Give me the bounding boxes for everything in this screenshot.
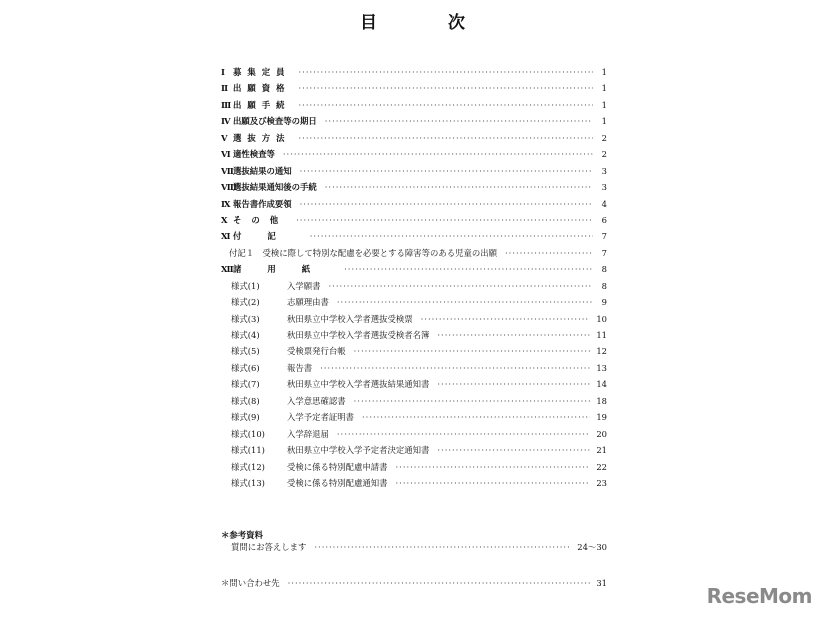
toc-form-number: 様式(9) — [231, 412, 260, 423]
reference-item-row[interactable] — [221, 541, 607, 557]
toc-section-number: Ⅰ — [221, 67, 225, 77]
toc-section-label: 出願及び検査等の期日 — [233, 116, 317, 127]
toc-form-number: 様式(6) — [231, 362, 260, 373]
title-left: 目 — [360, 13, 378, 33]
leader-dots — [354, 393, 591, 409]
toc-form-page: 14 — [596, 379, 607, 390]
toc-section-number: Ⅲ — [221, 99, 232, 110]
leader-dots — [299, 64, 594, 80]
toc-section-page: 2 — [601, 132, 607, 143]
leader-dots — [337, 426, 590, 442]
toc-form-label: 志願理由書 — [287, 297, 329, 308]
leader-dots — [299, 97, 594, 113]
toc-form-page: 23 — [596, 477, 607, 488]
toc-form-row[interactable] — [221, 311, 607, 327]
leader-dots — [300, 163, 593, 179]
leader-dots — [310, 228, 593, 244]
leader-dots — [288, 578, 591, 588]
toc-form-label: 秋田県立中学校入学者選抜結果通知書 — [287, 379, 430, 390]
toc-form-page: 19 — [596, 412, 607, 423]
toc-section-row[interactable] — [221, 163, 607, 179]
toc-section-label: その他 — [233, 214, 289, 225]
toc-form-row[interactable] — [221, 475, 607, 491]
leader-dots — [362, 409, 590, 425]
toc-form-number: 様式(4) — [231, 330, 260, 340]
toc-form-page: 22 — [596, 461, 607, 472]
toc-form-row[interactable] — [221, 442, 607, 458]
toc-form-label: 受検票発行台帳 — [287, 346, 346, 357]
leader-dots — [320, 360, 590, 376]
toc-section-page: 8 — [601, 264, 607, 275]
toc-form-page: 12 — [596, 346, 607, 357]
toc-form-number: 様式(5) — [231, 346, 260, 357]
contact-label: ＊問い合わせ先 — [221, 578, 280, 588]
page-title — [0, 8, 826, 33]
leader-dots — [314, 542, 571, 552]
toc-section-page: 7 — [601, 231, 607, 242]
toc-section-number: Ⅷ — [221, 182, 237, 193]
toc-form-number: 様式(3) — [231, 313, 260, 324]
leader-dots — [325, 179, 593, 195]
toc-form-number: 様式(1) — [231, 280, 260, 291]
toc-form-number: 様式(2) — [231, 297, 260, 308]
toc-section-label: 募集定員 — [233, 67, 291, 77]
toc-section-row[interactable] — [221, 146, 607, 162]
toc-form-number: 様式(12) — [231, 461, 265, 472]
toc-section-page: 3 — [601, 165, 607, 176]
toc-form-row[interactable] — [221, 278, 607, 294]
toc-section-number: Ⅳ — [221, 116, 231, 127]
leader-dots — [421, 311, 591, 327]
toc-forms-section-row[interactable] — [221, 261, 607, 277]
toc-form-row[interactable] — [221, 294, 607, 310]
toc-section-label: 選抜結果通知後の手続 — [233, 182, 317, 193]
leader-dots — [337, 294, 593, 310]
toc-form-row[interactable] — [221, 360, 607, 376]
toc-form-row[interactable] — [221, 376, 607, 392]
leader-dots — [437, 442, 590, 458]
toc-form-label: 入学意思確認書 — [287, 395, 346, 406]
toc-section-row[interactable] — [221, 212, 607, 228]
toc-section-number: Ⅵ — [221, 149, 231, 160]
toc-form-number: 様式(13) — [231, 477, 265, 488]
leader-dots — [325, 113, 593, 129]
toc-form-page: 20 — [596, 428, 607, 439]
toc-form-number: 様式(10) — [231, 428, 265, 439]
toc-appendix-row[interactable] — [221, 245, 607, 261]
toc-section-number: Ⅺ — [221, 231, 231, 242]
leader-dots — [437, 327, 590, 343]
toc-section-row[interactable] — [221, 130, 607, 146]
toc-section-page: 1 — [601, 83, 607, 94]
toc-form-row[interactable] — [221, 459, 607, 475]
toc-section-page: 6 — [601, 214, 607, 225]
toc-form-page: 18 — [596, 395, 607, 406]
leader-dots — [329, 278, 594, 294]
toc-section-page: 1 — [601, 99, 607, 110]
reference-item-page: 24〜30 — [577, 542, 607, 552]
toc-section-page: 2 — [601, 149, 607, 160]
toc-section-number: Ⅴ — [221, 132, 228, 143]
contact-row[interactable] — [221, 577, 607, 593]
table-of-contents — [221, 64, 607, 491]
toc-form-row[interactable] — [221, 327, 607, 343]
toc-form-label: 入学辞退届 — [287, 428, 329, 439]
toc-form-row[interactable] — [221, 343, 607, 359]
toc-section-label: 報告書作成要領 — [233, 198, 292, 209]
toc-section-row[interactable] — [221, 113, 607, 129]
leader-dots — [299, 130, 594, 146]
leader-dots — [299, 80, 594, 96]
toc-section-row[interactable] — [221, 228, 607, 244]
toc-section-number: Ⅶ — [221, 165, 234, 176]
reference-section — [221, 529, 607, 557]
leader-dots — [396, 459, 591, 475]
toc-form-row[interactable] — [221, 426, 607, 442]
toc-section-label: 選抜結果の通知 — [233, 165, 292, 176]
leader-dots — [354, 343, 591, 359]
toc-section-number: Ⅱ — [221, 83, 229, 94]
toc-appendix-page: 7 — [601, 247, 607, 258]
toc-section-row[interactable] — [221, 179, 607, 195]
toc-form-label: 報告書 — [287, 362, 313, 373]
reference-item-label: 質問にお答えします — [231, 542, 307, 552]
toc-form-number: 様式(11) — [231, 445, 265, 456]
reference-title: ＊参考資料 — [221, 530, 263, 540]
toc-form-number: 様式(8) — [231, 395, 260, 406]
toc-form-label: 受検に係る特別配慮申請書 — [287, 461, 388, 472]
toc-section-row[interactable] — [221, 64, 607, 80]
leader-dots — [300, 196, 593, 212]
toc-form-page: 10 — [596, 313, 607, 324]
toc-section-label: 諸用紙 — [233, 264, 337, 275]
toc-form-label: 受検に係る特別配慮通知書 — [287, 477, 388, 488]
toc-section-row[interactable] — [221, 97, 607, 113]
contact-section — [221, 577, 607, 593]
toc-section-page: 1 — [601, 116, 607, 127]
leader-dots — [283, 146, 593, 162]
toc-section-label: 付記 — [233, 231, 302, 242]
toc-section-label: 出願資格 — [233, 83, 291, 94]
title-right: 次 — [448, 13, 466, 33]
toc-section-number: Ⅸ — [221, 198, 231, 209]
leader-dots — [396, 475, 591, 491]
toc-section-label: 出願手続 — [233, 99, 291, 110]
leader-dots — [344, 261, 593, 277]
toc-form-label: 秋田県立中学校入学予定者決定通知書 — [287, 445, 430, 456]
toc-form-page: 13 — [596, 362, 607, 373]
toc-form-row[interactable] — [221, 393, 607, 409]
leader-dots — [505, 245, 593, 261]
toc-section-label: 選抜方法 — [233, 132, 291, 143]
toc-appendix-label: 付記１ 受検に際して特別な配慮を必要とする障害等のある児童の出願 — [229, 247, 497, 258]
toc-section-page: 4 — [601, 198, 607, 209]
toc-form-label: 入学予定者証明書 — [287, 412, 354, 423]
contact-page: 31 — [596, 578, 607, 588]
toc-form-number: 様式(7) — [231, 379, 260, 390]
toc-section-number: Ⅹ — [221, 214, 228, 225]
toc-section-number: Ⅻ — [221, 264, 234, 275]
toc-form-label: 秋田県立中学校入学者選抜受検票 — [287, 313, 413, 324]
toc-form-row[interactable] — [221, 409, 607, 425]
toc-section-row[interactable] — [221, 196, 607, 212]
toc-section-page: 1 — [601, 67, 607, 77]
toc-form-page: 21 — [596, 445, 607, 456]
toc-form-page: 8 — [601, 280, 607, 291]
toc-section-label: 適性検査等 — [233, 149, 275, 160]
toc-form-page: 11 — [596, 330, 607, 340]
toc-section-page: 3 — [601, 182, 607, 193]
leader-dots — [296, 212, 593, 228]
toc-form-label: 秋田県立中学校入学者選抜受検者名簿 — [287, 330, 430, 340]
resemom-watermark-logo: ReseMom — [706, 584, 812, 608]
leader-dots — [437, 376, 590, 392]
toc-section-row[interactable] — [221, 80, 607, 96]
toc-form-label: 入学願書 — [287, 280, 321, 291]
toc-form-page: 9 — [601, 297, 607, 308]
